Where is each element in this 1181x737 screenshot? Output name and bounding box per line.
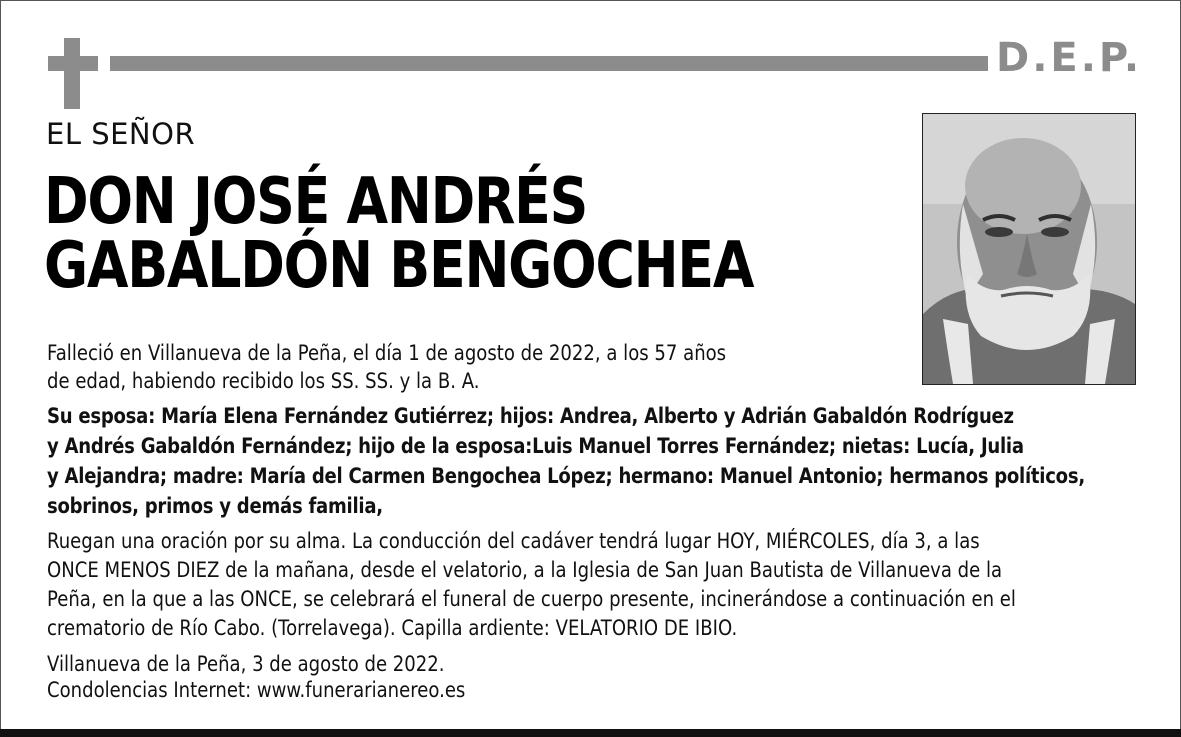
ceremony-details	[47, 527, 1016, 643]
footer	[47, 651, 465, 703]
death-notice-line: de edad, habiendo recibido los SS. SS. y la B. A.	[47, 369, 480, 393]
deceased-portrait	[922, 113, 1136, 385]
top-rule	[110, 56, 988, 71]
deceased-name-line: DON JOSÉ ANDRÉS	[44, 165, 588, 239]
death-notice	[47, 339, 787, 395]
condolences-link[interactable]: Condolencias Internet: www.funerarianereo.es	[47, 678, 466, 702]
ceremony-line: Peña, en la que a las ONCE, se celebrará el funeral de cuerpo presente, incinerándose a continuación en el	[47, 587, 1016, 611]
deceased-name-line: GABALDÓN BENGOCHEA	[44, 229, 754, 303]
family-line: sobrinos, primos y demás familia,	[47, 494, 383, 518]
portrait-image	[923, 114, 1135, 384]
family-line: y Alejandra; madre: María del Carmen Bengochea López; hermano: Manuel Antonio; hermanos políticos,	[47, 464, 1085, 488]
deceased-name	[44, 165, 754, 303]
family-line: y Andrés Gabaldón Fernández; hijo de la esposa:Luis Manuel Torres Fernández; nietas: Lucía, Julia	[47, 434, 1024, 458]
family-list	[47, 401, 1085, 521]
bottom-rule	[0, 729, 1181, 737]
cross-icon	[64, 38, 80, 109]
death-notice-line: Falleció en Villanueva de la Peña, el día 1 de agosto de 2022, a los 57 años	[47, 341, 727, 365]
ceremony-line: crematorio de Río Cabo. (Torrelavega). Capilla ardiente: VELATORIO DE IBIO.	[47, 616, 738, 640]
dep-mark: D.E.P.	[996, 35, 1143, 81]
ceremony-line: Ruegan una oración por su alma. La conducción del cadáver tendrá lugar HOY, MIÉRCOLES, día 3, a las	[47, 529, 980, 553]
place-date: Villanueva de la Peña, 3 de agosto de 2022.	[47, 652, 445, 676]
cross-icon-bar	[48, 56, 98, 71]
ceremony-line: ONCE MENOS DIEZ de la mañana, desde el velatorio, a la Iglesia de San Juan Bautista de Villanueva de la	[47, 558, 1003, 582]
honorific: EL SEÑOR	[46, 117, 196, 151]
family-line: Su esposa: María Elena Fernández Gutiérrez; hijos: Andrea, Alberto y Adrián Gabaldón Rodríguez	[47, 404, 1014, 428]
